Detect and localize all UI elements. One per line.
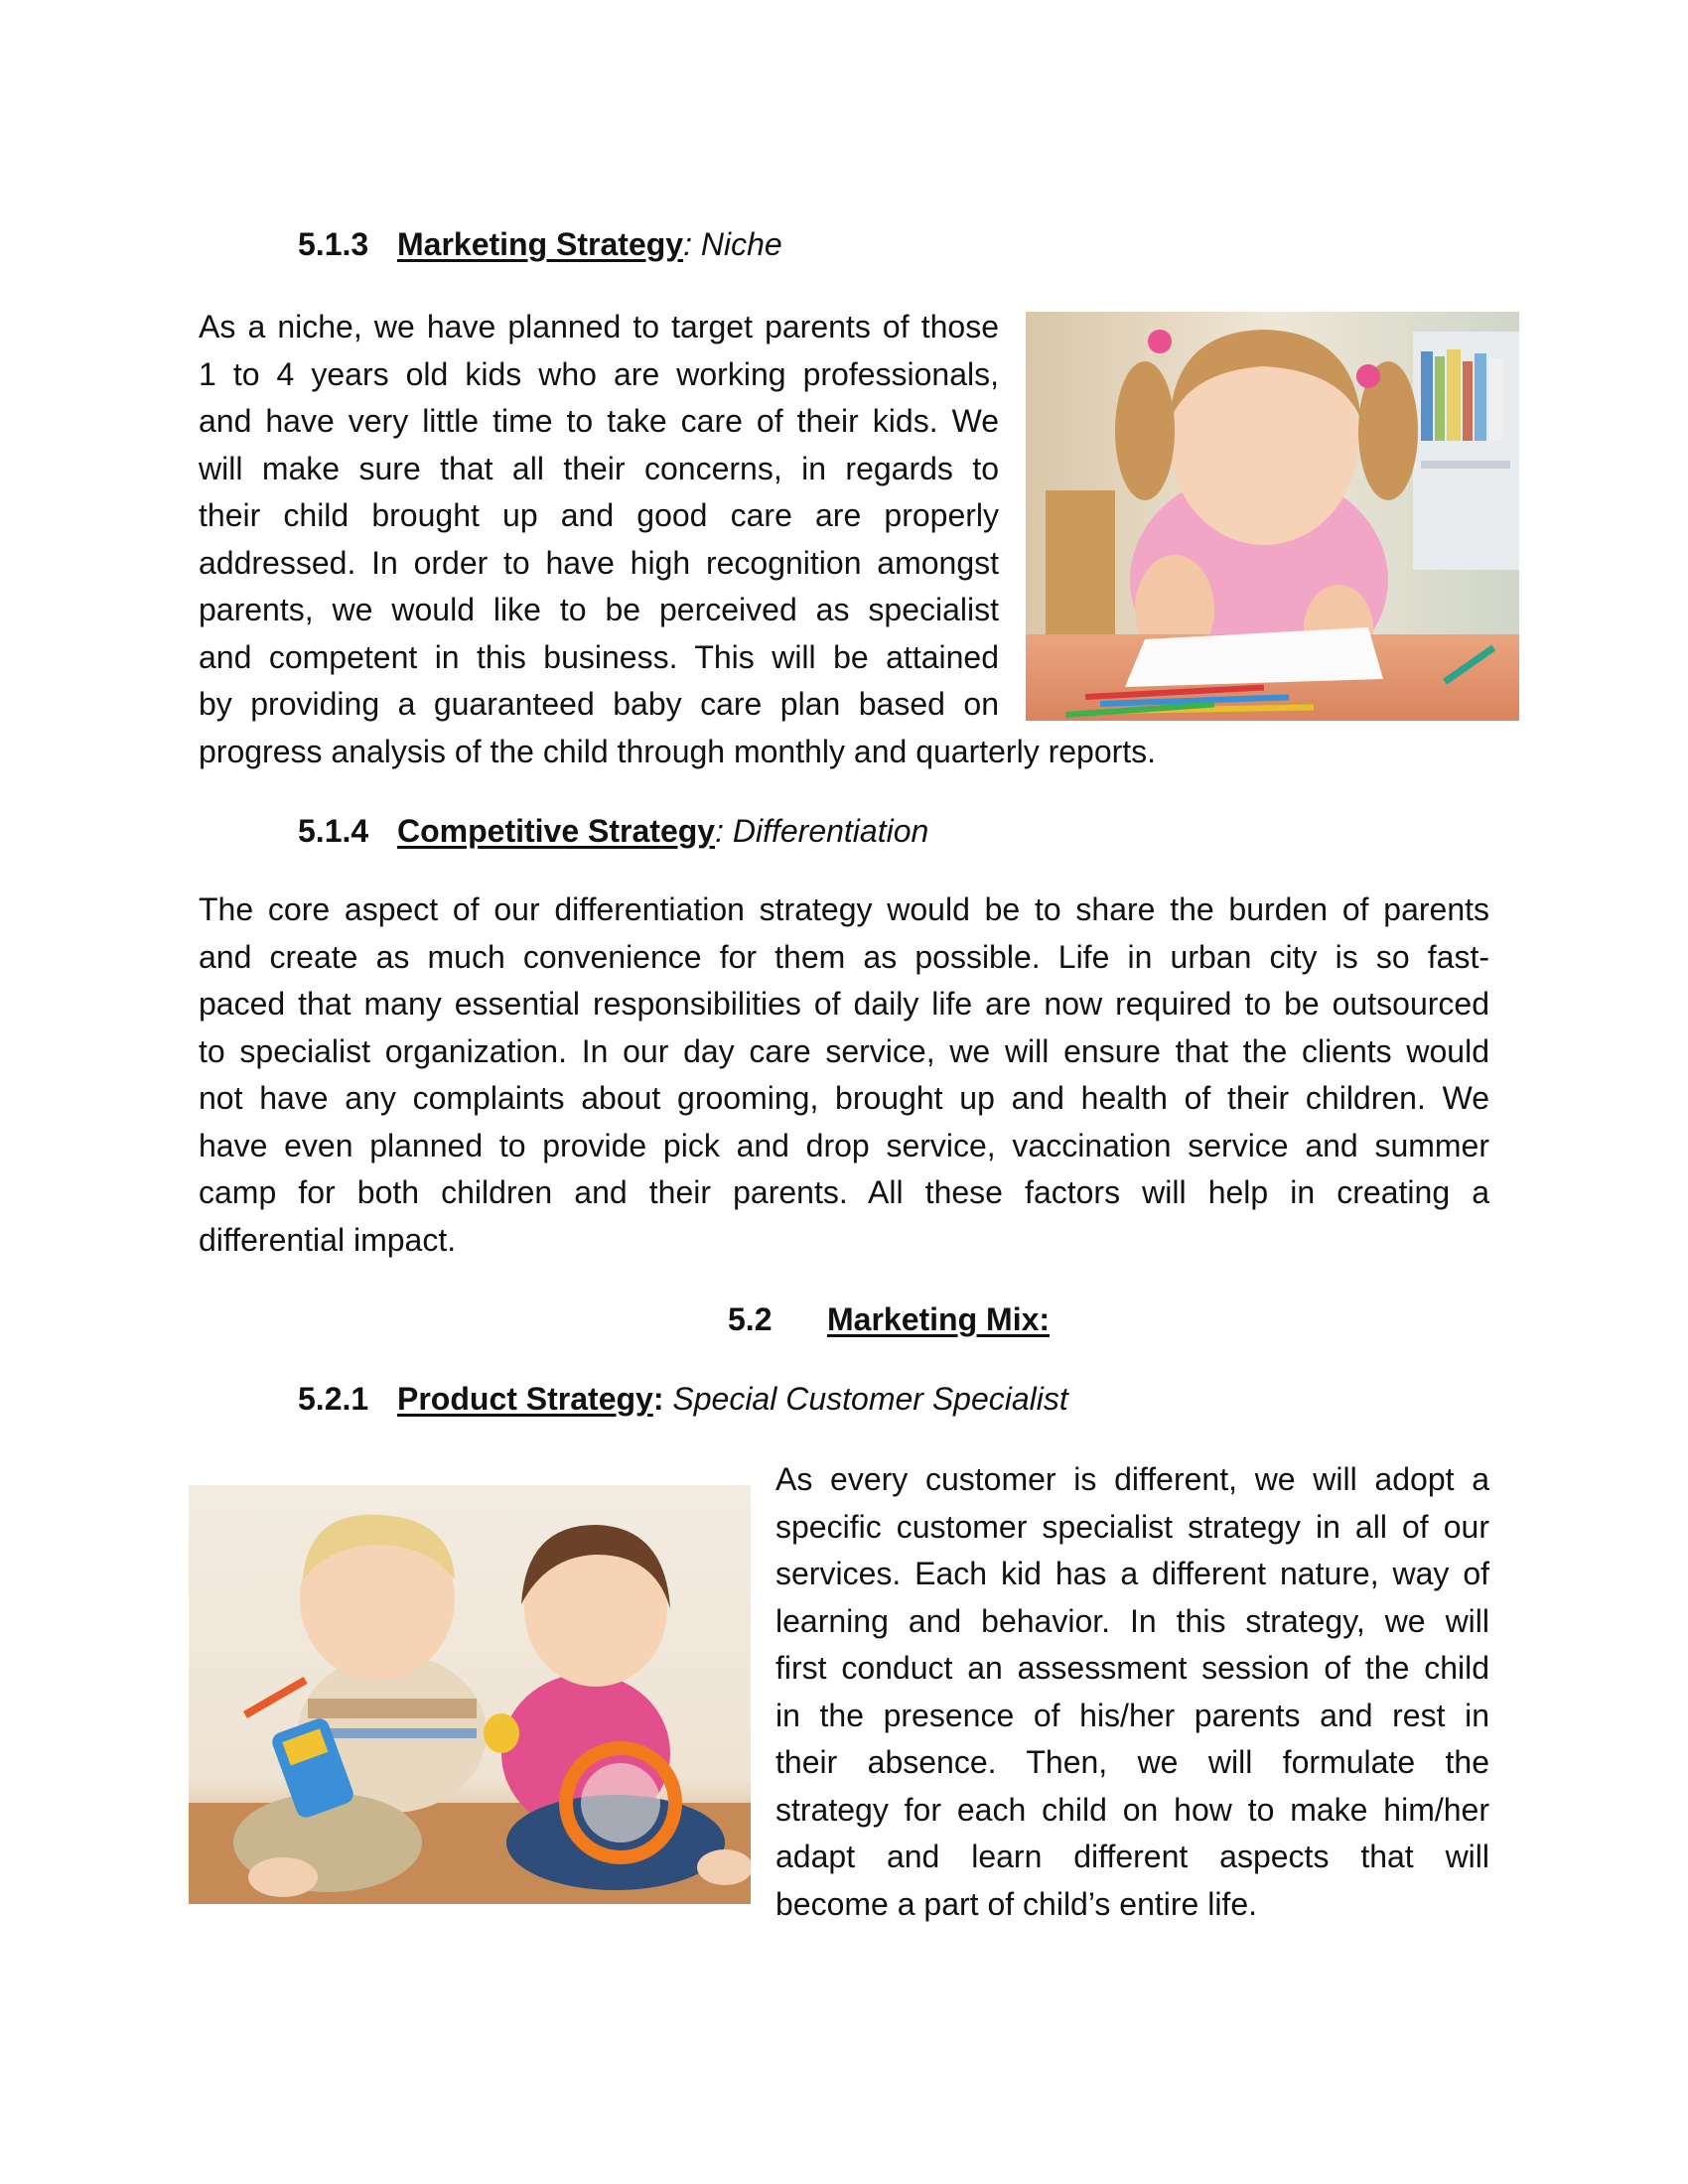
section-title: Marketing Strategy <box>397 226 684 262</box>
text-line: by providing a guaranteed baby care plan based on <box>199 686 999 722</box>
text-line: differential impact. <box>199 1221 457 1258</box>
heading-5-1-3 <box>298 224 782 264</box>
section-subtitle: : Niche <box>683 226 782 262</box>
section-number: 5.2.1 <box>298 1381 369 1417</box>
heading-5-2-1 <box>298 1379 1068 1419</box>
text-line: strategy for each child on how to make him/her <box>775 1791 1489 1828</box>
text-line: progress analysis of the child through monthly and quarterly reports. <box>199 733 1157 769</box>
text-line: and competent in this business. This will be attained <box>199 638 999 675</box>
text-line: specific customer specialist strategy in all of our <box>775 1508 1489 1545</box>
text-line: become a part of child’s entire life. <box>775 1885 1257 1922</box>
section-number: 5.1.4 <box>298 813 369 849</box>
text-line: their absence. Then, we will formulate the <box>775 1744 1489 1780</box>
paragraph-niche <box>199 304 1157 775</box>
girl-drawing-photo <box>1026 312 1519 721</box>
text-line: As a niche, we have planned to target parents of those <box>199 309 999 344</box>
text-line: learning and behavior. In this strategy, we will <box>775 1602 1489 1639</box>
text-line: adapt and learn different aspects that will <box>775 1839 1489 1874</box>
toddlers-photo <box>189 1485 751 1904</box>
paragraph-product-strategy <box>775 1456 1489 1928</box>
section-title: Product Strategy <box>397 1381 653 1417</box>
text-line: not have any complaints about grooming, brought up and health of their children. We <box>199 1080 1489 1116</box>
section-number: 5.2 <box>728 1301 773 1337</box>
text-line: paced that many essential responsibilities of daily life are now required to be outsourced <box>199 986 1489 1022</box>
text-line: and have very little time to take care of their kids. We <box>199 403 999 439</box>
text-line: in the presence of his/her parents and rest in <box>775 1697 1489 1733</box>
text-line: to specialist organization. In our day care service, we will ensure that the clients would <box>199 1032 1489 1069</box>
section-subtitle: : Differentiation <box>715 813 929 849</box>
text-line: parents, we would like to be perceived as specialist <box>199 592 999 627</box>
paragraph-differentiation <box>199 887 1489 1264</box>
text-line: will make sure that all their concerns, in regards to <box>199 450 999 486</box>
section-subtitle: Special Customer Specialist <box>663 1381 1068 1417</box>
text-line: their child brought up and good care are properly <box>199 497 999 533</box>
section-colon: : <box>652 1381 664 1417</box>
text-line: and create as much convenience for them as possible. Life in urban city is so fast- <box>199 938 1489 975</box>
section-title: Competitive Strategy <box>397 813 716 849</box>
text-line: first conduct an assessment session of the child <box>775 1650 1489 1686</box>
text-line: services. Each kid has a different nature, way of <box>775 1556 1489 1591</box>
text-line: As every customer is different, we will adopt a <box>775 1461 1489 1497</box>
text-line: The core aspect of our differentiation strategy would be to share the burden of parents <box>199 891 1489 927</box>
heading-5-2 <box>728 1299 1050 1339</box>
text-line: camp for both children and their parents. All these factors will help in creating a <box>199 1174 1489 1210</box>
text-line: 1 to 4 years old kids who are working professionals, <box>199 355 999 392</box>
text-line: addressed. In order to have high recognition amongst <box>199 544 999 581</box>
section-title: Marketing Mix: <box>827 1301 1051 1337</box>
section-number: 5.1.3 <box>298 226 369 262</box>
heading-5-1-4 <box>298 811 928 851</box>
text-line: have even planned to provide pick and drop service, vaccination service and summer <box>199 1127 1489 1163</box>
